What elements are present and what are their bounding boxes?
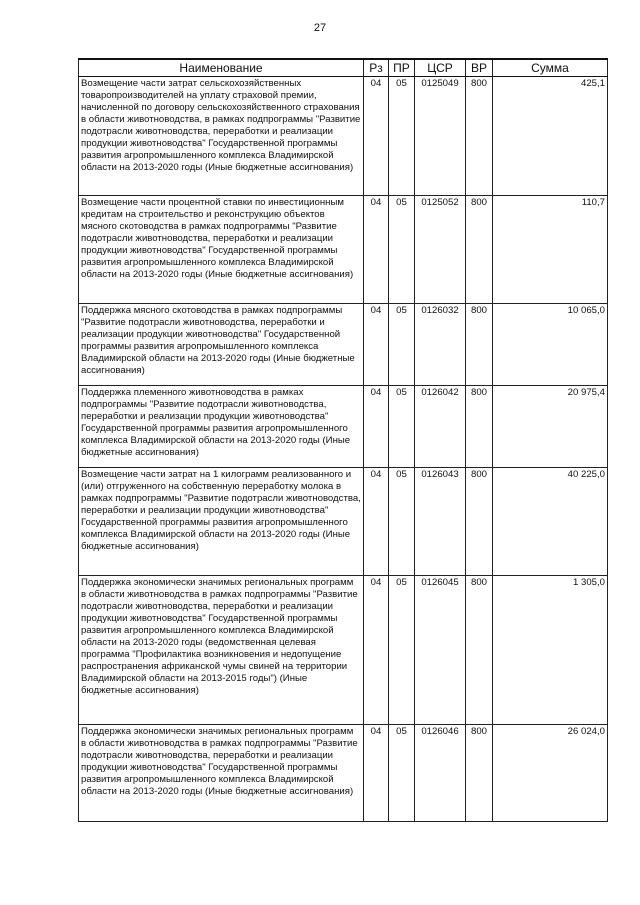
- row-pr: 05: [389, 196, 415, 304]
- row-rz: 04: [364, 304, 389, 386]
- row-csr: 0126046: [415, 725, 466, 822]
- row-csr: 0126032: [415, 304, 466, 386]
- row-pr: 05: [389, 386, 415, 468]
- row-csr: 0125052: [415, 196, 466, 304]
- row-csr: 0126042: [415, 386, 466, 468]
- row-name: Возмещение части затрат на 1 килограмм реализованного и (или) отгруженного на собственную переработку молока в рамках подпрограммы "Развитие подотрасли животноводства, переработки и реализации продукции животноводства" Государственной программы развития агропромышленного комплекса Владимирской области на 2013-2020 годы (Иные бюджетные ассигнования): [79, 468, 364, 576]
- table-row: [79, 304, 608, 386]
- table-row: [79, 386, 608, 468]
- column-header-name: Наименование: [79, 59, 364, 77]
- table-header-row: [79, 59, 608, 77]
- row-name: Возмещение части затрат сельскохозяйственных товаропроизводителей на уплату страховой премии, начисленной по договору сельскохозяйственного страхования в области животноводства, в рамках подпрограммы "Развитие подотрасли животноводства, переработки и реализации продукции животноводства" Государственной программы развития агропромышленного комплекса Владимирской области на 2013-2020 годы (Иные бюджетные ассигнования): [79, 77, 364, 196]
- row-rz: 04: [364, 468, 389, 576]
- row-vr: 800: [466, 304, 493, 386]
- row-sum: 26 024,0: [493, 725, 608, 822]
- row-csr: 0125049: [415, 77, 466, 196]
- row-name: Поддержка племенного животноводства в рамках подпрограммы "Развитие подотрасли животноводства, переработки и реализации продукции животноводства" Государственной программы развития агропромышленного комплекса Владимирской области на 2013-2020 годы (Иные бюджетные ассигнования): [79, 386, 364, 468]
- budget-table: [78, 58, 608, 822]
- row-vr: 800: [466, 576, 493, 725]
- column-header-rz: Рз: [364, 59, 389, 77]
- row-rz: 04: [364, 196, 389, 304]
- column-header-pr: ПР: [389, 59, 415, 77]
- row-sum: 20 975,4: [493, 386, 608, 468]
- row-pr: 05: [389, 468, 415, 576]
- column-header-vr: ВР: [466, 59, 493, 77]
- table-row: [79, 196, 608, 304]
- row-vr: 800: [466, 468, 493, 576]
- row-rz: 04: [364, 576, 389, 725]
- page-number: 27: [313, 22, 327, 34]
- row-sum: 1 305,0: [493, 576, 608, 725]
- row-csr: 0126043: [415, 468, 466, 576]
- table-row: [79, 725, 608, 822]
- row-csr: 0126045: [415, 576, 466, 725]
- row-name: Поддержка мясного скотоводства в рамках подпрограммы "Развитие подотрасли животноводства, переработки и реализации продукции животноводства" Государственной программы развития агропромышленного комплекса Владимирской области на 2013-2020 годы (Иные бюджетные ассигнования): [79, 304, 364, 386]
- row-vr: 800: [466, 725, 493, 822]
- column-header-csr: ЦСР: [415, 59, 466, 77]
- row-rz: 04: [364, 77, 389, 196]
- row-vr: 800: [466, 386, 493, 468]
- row-rz: 04: [364, 386, 389, 468]
- row-vr: 800: [466, 77, 493, 196]
- row-pr: 05: [389, 77, 415, 196]
- row-pr: 05: [389, 576, 415, 725]
- row-name: Возмещение части процентной ставки по инвестиционным кредитам на строительство и реконструкцию объектов мясного скотоводства в рамках подпрограммы "Развитие подотрасли животноводства, переработки и реализации продукции животноводства" Государственной программы развития агропромышленного комплекса Владимирской области на 2013-2020 годы (Иные бюджетные ассигнования): [79, 196, 364, 304]
- row-vr: 800: [466, 196, 493, 304]
- row-sum: 10 065,0: [493, 304, 608, 386]
- row-pr: 05: [389, 304, 415, 386]
- row-sum: 110,7: [493, 196, 608, 304]
- table-row: [79, 77, 608, 196]
- column-header-sum: Сумма: [493, 59, 608, 77]
- row-sum: 425,1: [493, 77, 608, 196]
- row-sum: 40 225,0: [493, 468, 608, 576]
- row-rz: 04: [364, 725, 389, 822]
- table-row: [79, 468, 608, 576]
- row-name: Поддержка экономически значимых региональных программ в области животноводства в рамках подпрограммы "Развитие подотрасли животноводства, переработки и реализации продукции животноводства" Государственной программы развития агропромышленного комплекса Владимирской области на 2013-2020 годы (Иные бюджетные ассигнования): [79, 725, 364, 822]
- row-pr: 05: [389, 725, 415, 822]
- row-name: Поддержка экономически значимых региональных программ в области животноводства в рамках подпрограммы "Развитие подотрасли животноводства, переработки и реализации продукции животноводства" Государственной программы развития агропромышленного комплекса Владимирской области на 2013-2020 годы (ведомственная целевая программа "Профилактика возникновения и недопущение распространения африканской чумы свиней на территории Владимирской области на 2013-2015 годы") (Иные бюджетные ассигнования): [79, 576, 364, 725]
- table-row: [79, 576, 608, 725]
